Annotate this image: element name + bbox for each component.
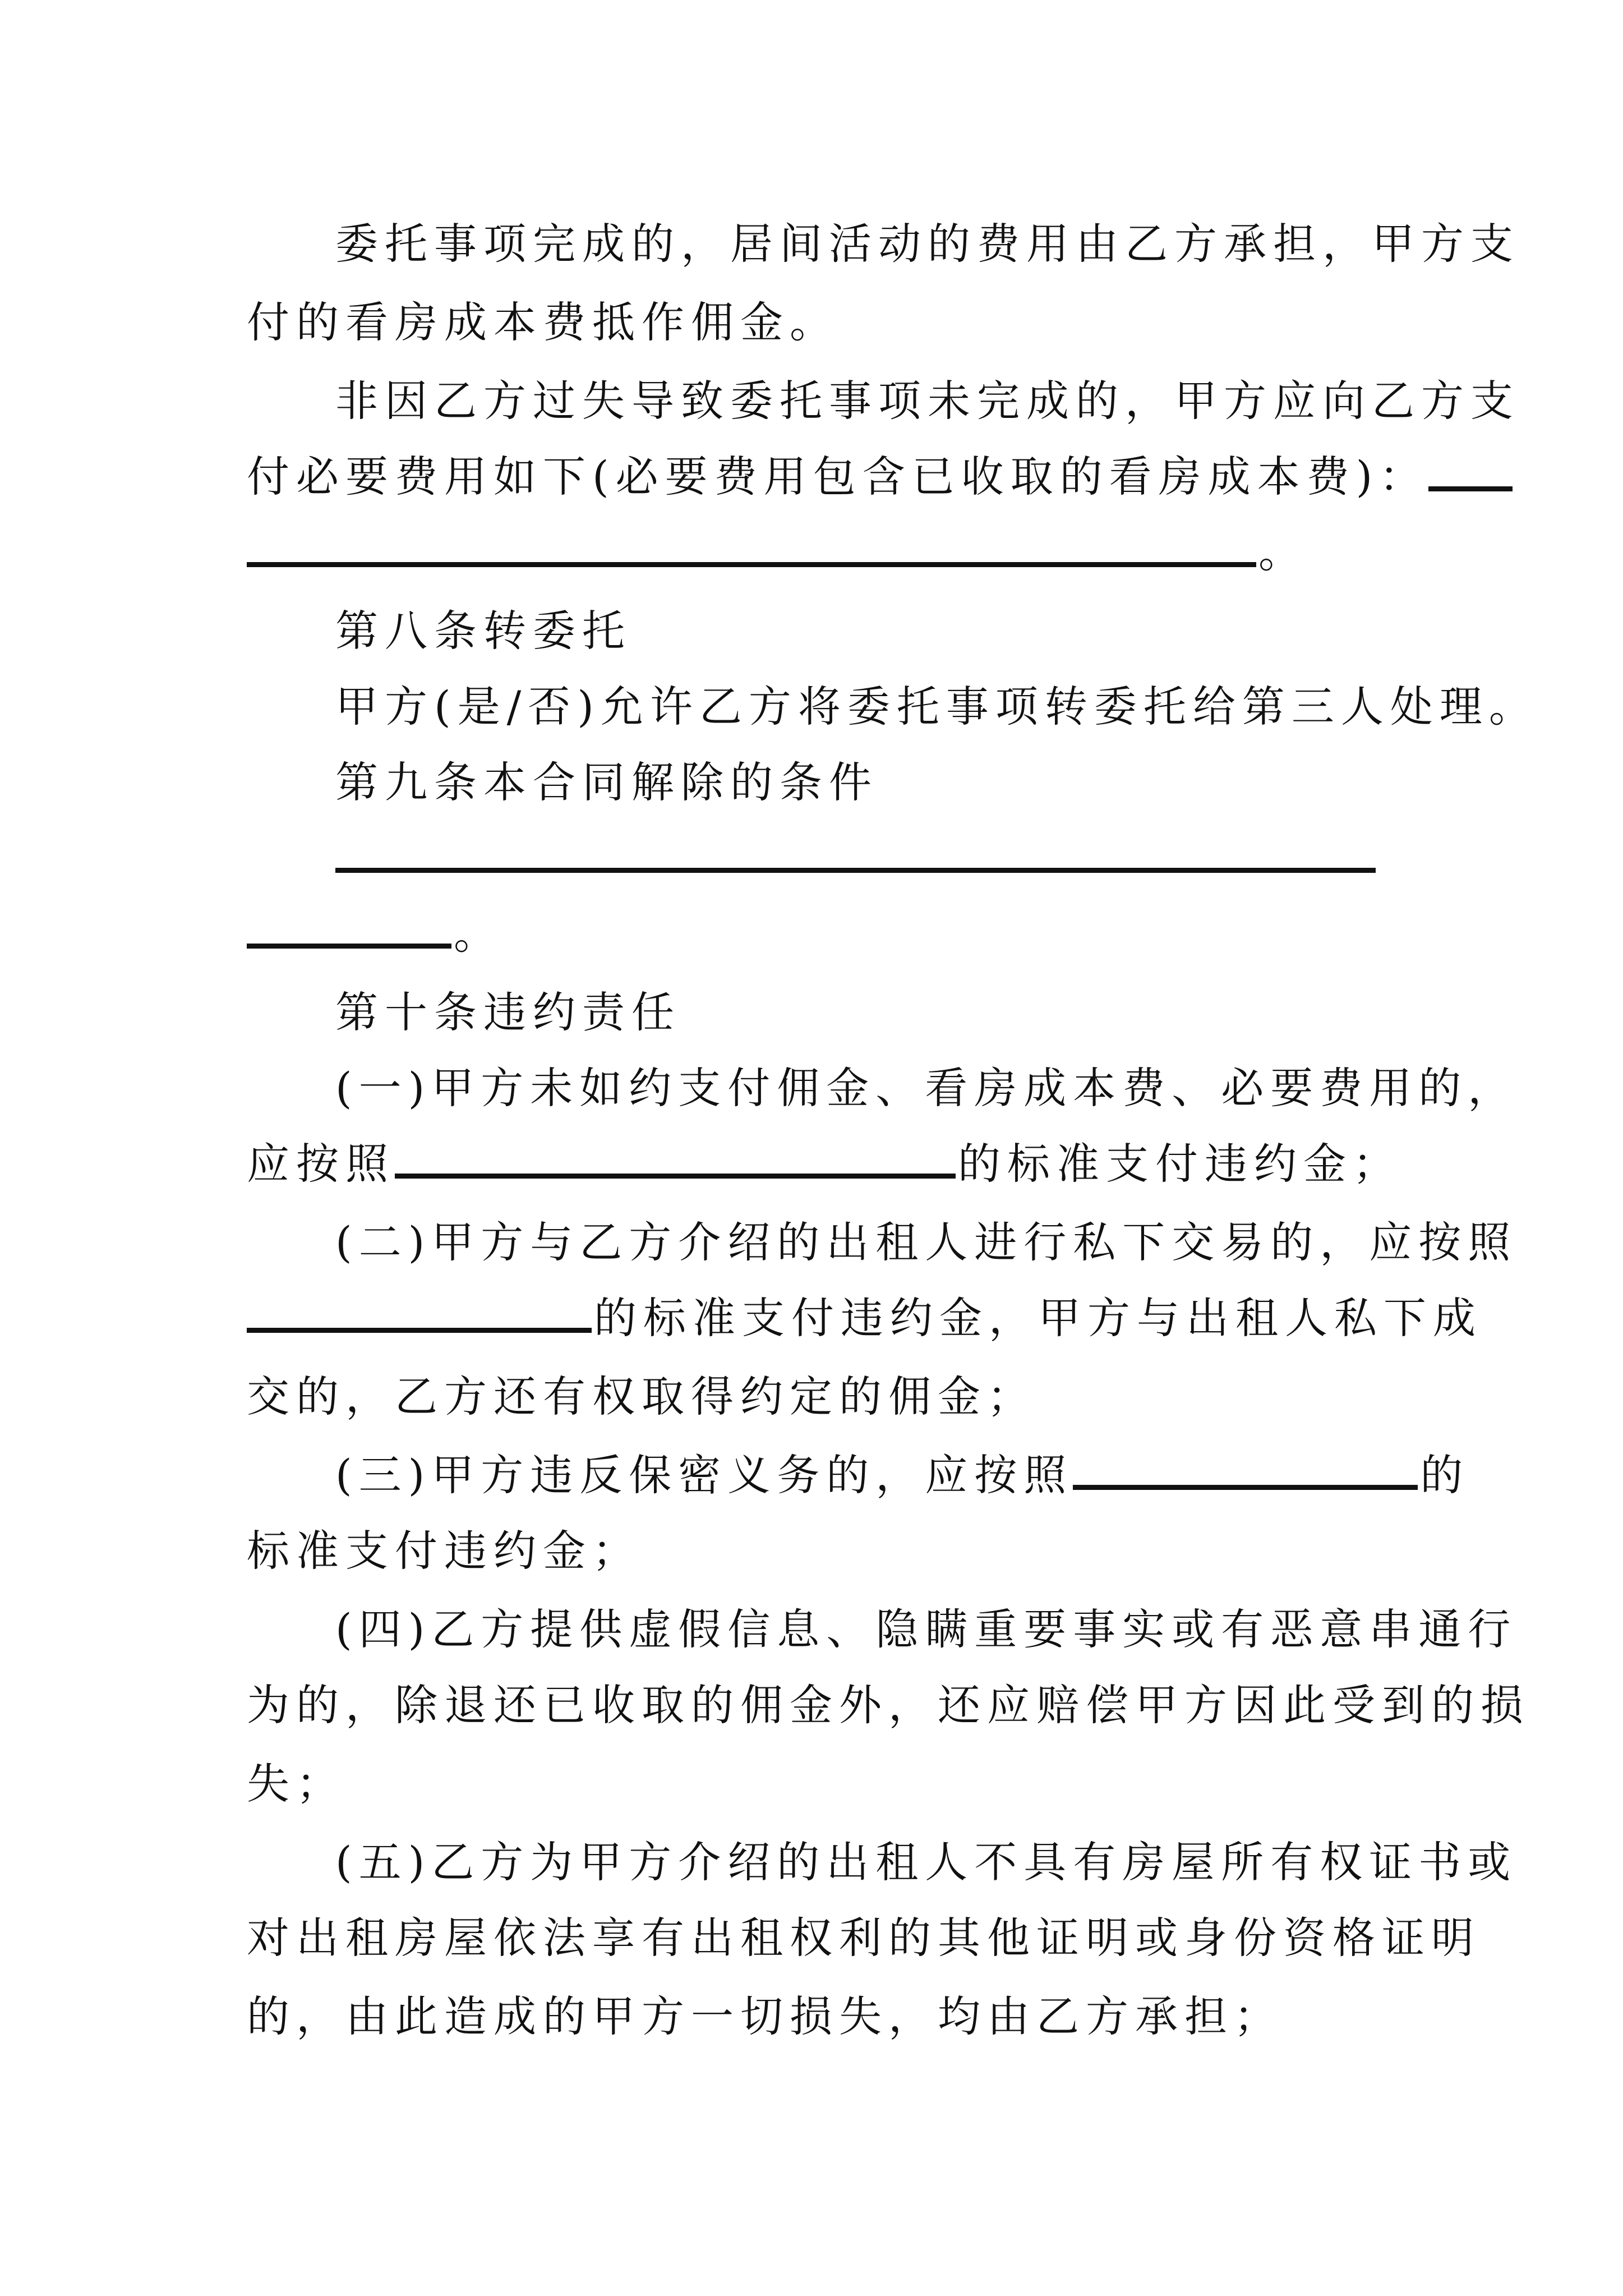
text: 的，由此造成的甲方一切损失，均由乙方承担；: [247, 1991, 1283, 2041]
fill-blank[interactable]: [247, 527, 1256, 567]
text: 。: [454, 909, 503, 959]
text: (四)乙方提供虚假信息、隐瞒重要事实或有恶意串通行: [335, 1604, 1518, 1654]
text: 非因乙方过失导致委托事项未完成的，甲方应向乙方支: [335, 376, 1520, 426]
section-heading: [335, 754, 878, 811]
paragraph-line: [335, 1214, 1517, 1271]
text: 失；: [247, 1759, 345, 1809]
paragraph-line: [247, 1290, 1482, 1346]
paragraph-line: [247, 1136, 1402, 1192]
text: 委托事项完成的，居间活动的费用由乙方承担，甲方支: [335, 219, 1520, 269]
text: (五)乙方为甲方介绍的出租人不具有房屋所有权证书或: [335, 1837, 1518, 1887]
text: 为的，除退还已收取的佣金外，还应赔偿甲方因此受到的损: [247, 1680, 1530, 1730]
section-heading: [335, 603, 631, 659]
text: (一)甲方未如约支付佣金、看房成本费、必要费用的，: [335, 1063, 1518, 1113]
paragraph-line: [335, 1834, 1517, 1890]
paragraph-line: [335, 216, 1520, 272]
section-heading: [335, 984, 681, 1041]
paragraph-line: [335, 373, 1520, 429]
paragraph-line: [247, 1989, 1283, 2045]
paragraph-line: [247, 1677, 1530, 1733]
text: 的: [1420, 1450, 1470, 1500]
text: (二)甲方与乙方介绍的出租人进行私下交易的，应按照: [335, 1217, 1518, 1267]
fill-blank[interactable]: [247, 1293, 592, 1333]
paragraph-line: [247, 1523, 642, 1579]
text: 付必要费用如下(必要费用包含已收取的看房成本费)：: [247, 452, 1429, 501]
text: 的标准支付违约金，甲方与出租人私下成: [594, 1293, 1482, 1343]
text: 付的看房成本费抵作佣金。: [247, 297, 839, 347]
paragraph-line: [247, 295, 839, 351]
fill-blank[interactable]: [247, 909, 451, 949]
fill-blank[interactable]: [1428, 452, 1513, 491]
text: 第九条本合同解除的条件: [335, 757, 878, 807]
text: 对出租房屋依法享有出租权利的其他证明或身份资格证明: [247, 1913, 1481, 1963]
fill-blank[interactable]: [395, 1139, 956, 1179]
text: 的标准支付违约金；: [958, 1139, 1402, 1189]
text: 第十条违约责任: [335, 987, 681, 1037]
text: 标准支付违约金；: [247, 1526, 642, 1576]
paragraph-line: [247, 449, 1515, 505]
paragraph-line: [335, 1602, 1517, 1658]
paragraph-line: [247, 1910, 1481, 1966]
paragraph-line: [247, 1756, 345, 1812]
text: 交的，乙方还有权取得约定的佣金；: [247, 1372, 1036, 1421]
text: 应按照: [247, 1139, 395, 1189]
paragraph-line: [335, 1447, 1469, 1503]
text: 甲方(是/否)允许乙方将委托事项转委托给第三人处理。: [335, 682, 1538, 731]
fill-blank[interactable]: [335, 833, 1376, 873]
paragraph-line: [335, 830, 1378, 886]
paragraph-line: [335, 679, 1538, 735]
paragraph-line: [247, 1369, 1036, 1425]
text: 。: [1258, 527, 1308, 577]
fill-blank[interactable]: [1073, 1450, 1418, 1490]
text: (三)甲方违反保密义务的，应按照: [335, 1450, 1073, 1500]
paragraph-line: [335, 1060, 1517, 1116]
text: 第八条转委托: [335, 606, 631, 656]
paragraph-line: [247, 906, 503, 962]
paragraph-line: [247, 524, 1308, 581]
